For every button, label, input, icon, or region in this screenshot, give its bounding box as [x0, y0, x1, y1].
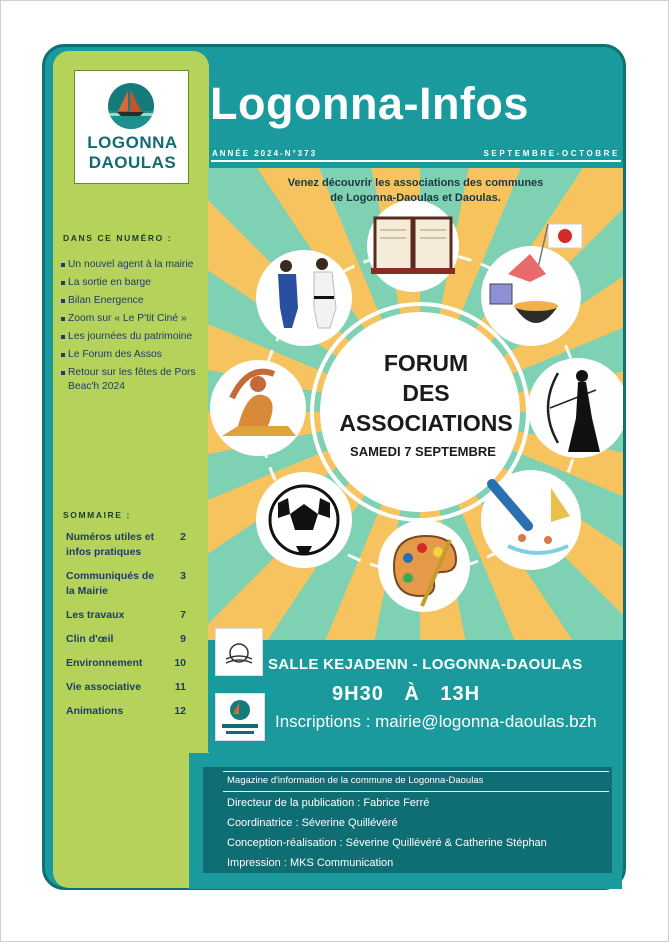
issue-number: ANNÉE 2024-N°373: [212, 149, 318, 158]
sommaire-row: [66, 704, 186, 719]
sommaire-label: Animations: [66, 705, 124, 717]
list-item: Zoom sur « Le P'tit Ciné »: [61, 312, 199, 326]
logo-text-line2: DAOULAS: [88, 153, 177, 172]
sailboat-icon: [108, 83, 154, 129]
footer-rule-top: [223, 771, 609, 772]
footer-credit-director: Directeur de la publication : Fabrice Ferré: [227, 797, 430, 809]
sommaire-page: 3: [180, 570, 186, 582]
sommaire-label: Les travaux: [66, 609, 125, 621]
palette-icon: [378, 520, 470, 612]
forum-title-line2: DES: [402, 380, 450, 406]
sommaire-heading: SOMMAIRE :: [63, 510, 131, 520]
forum-title-line3: ASSOCIATIONS: [339, 410, 513, 436]
sommaire-row: [66, 656, 186, 671]
hours-text: 9H30 À 13H: [332, 683, 481, 705]
yoga-icon: [210, 360, 306, 456]
kayak-windsurf-icon: [481, 470, 581, 570]
footer-credit-coordination: Coordinatrice : Séverine Quillévéré: [227, 817, 398, 829]
sommaire-row: [66, 632, 186, 647]
list-item: Un nouvel agent à la mairie: [61, 258, 199, 272]
forum-title-line1: FORUM: [383, 350, 469, 376]
sommaire-table: [66, 530, 186, 728]
masthead-title: Logonna-Infos: [210, 78, 529, 129]
in-this-issue-heading: DANS CE NUMÉRO :: [63, 233, 173, 243]
logonna-mini-logo-icon: [215, 693, 265, 741]
sommaire-row: [66, 569, 186, 599]
footer-magazine: Magazine d'information de la commune de Logonna-Daoulas: [227, 775, 484, 786]
poster-intro-line2: de Logonna-Daoulas et Daoulas.: [330, 192, 501, 204]
soccer-ball-icon: [256, 472, 352, 568]
sommaire-label: Communiqués de la Mairie: [66, 570, 155, 597]
sommaire-row: [66, 680, 186, 695]
poster-intro-line1: Venez découvrir les associations des communes: [287, 177, 544, 189]
sommaire-row: [66, 530, 186, 560]
registration-text: Inscriptions : mairie@logonna-daoulas.bzh: [275, 712, 597, 731]
list-item: Le Forum des Assos: [61, 348, 199, 362]
sommaire-page: 10: [174, 657, 186, 669]
judo-icon: [256, 250, 352, 346]
sommaire-row: [66, 608, 186, 623]
sommaire-page: 11: [174, 681, 186, 693]
footer-rule-bottom: [223, 791, 609, 792]
forum-date: SAMEDI 7 SEPTEMBRE: [350, 444, 496, 459]
sommaire-page: 2: [180, 531, 186, 543]
forum-title: [326, 348, 526, 438]
list-item: La sortie en barge: [61, 276, 199, 290]
masthead-divider: [211, 160, 621, 162]
in-this-issue-list: [61, 258, 199, 398]
footer-credit-printing: Impression : MKS Communication: [227, 857, 394, 869]
book-icon: [367, 200, 459, 292]
sommaire-page: 12: [174, 705, 186, 717]
logo-text-line1: LOGONNA: [87, 133, 178, 152]
sommaire-label: Vie associative: [66, 681, 142, 693]
list-item: Bilan Energence: [61, 294, 199, 308]
forum-poster: [208, 168, 623, 640]
list-item: Les journées du patrimoine: [61, 330, 199, 344]
footer-credit-design: Conception-réalisation : Séverine Quillévéré & Catherine Stéphan: [227, 837, 547, 849]
secondary-logo-icon: [215, 628, 263, 676]
list-item: Retour sur les fêtes de Pors Beac'h 2024: [61, 366, 199, 394]
sommaire-page: 7: [180, 609, 186, 621]
sommaire-label: Clin d'œil: [66, 633, 114, 645]
issue-period: SEPTEMBRE-OCTOBRE: [483, 149, 620, 158]
sommaire-label: Numéros utiles et infos pratiques: [66, 531, 155, 558]
sommaire-page: 9: [180, 633, 186, 645]
venue-text: SALLE KEJADENN - LOGONNA-DAOULAS: [268, 656, 583, 673]
logo: [74, 70, 189, 184]
sommaire-label: Environnement: [66, 657, 143, 669]
poster-intro: [208, 176, 623, 206]
